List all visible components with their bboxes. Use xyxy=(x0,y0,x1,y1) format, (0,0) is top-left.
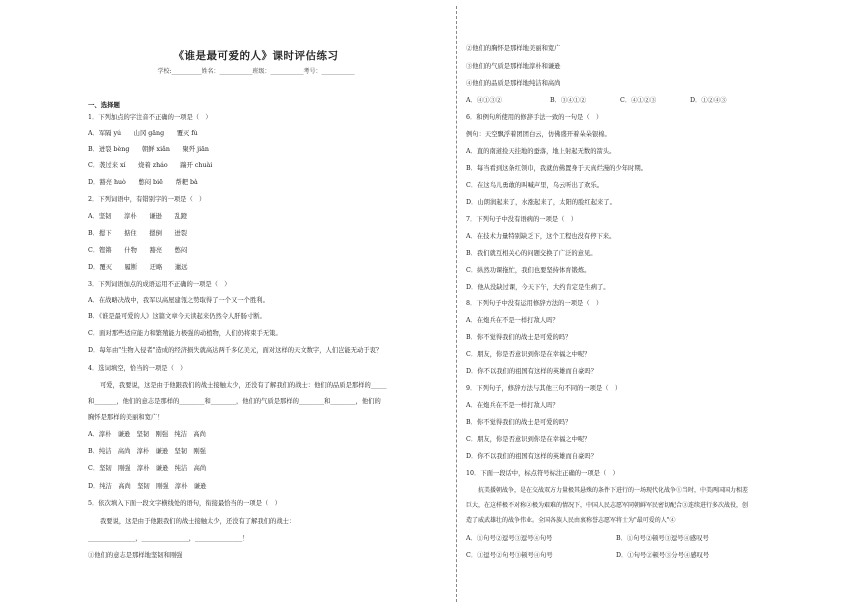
q7-stem: 7．下列句子中没有语病的一项是（ ） xyxy=(466,216,578,223)
q10-stem: 10．下面一段话中，标点符号标注正确的一项是（ ） xyxy=(466,470,619,477)
q10-option-b: B．①句号②顿号③逗号④感叹号 xyxy=(616,535,709,542)
q10-passage-line: 抗美援朝战争，是在交战双方力量极其悬殊的条件下进行的一场现代化战争①当时，中美两国国力相差 xyxy=(478,487,749,494)
q4-option-b: B．纯洁 高尚 淳朴 谦逊 坚韧 刚强 xyxy=(88,448,206,455)
q5-passage-line: 我要说，这是由于他跟我们的战士接触太少，还没有了解我们的战士： xyxy=(100,518,296,525)
section-heading: 一、选择题 xyxy=(88,101,120,109)
q3-option-b: B．《谁是最可爱的人》这篇文章今天读起来仍然令人肝肠寸断。 xyxy=(88,313,266,320)
q6-example: 例句：天空飘浮着团团白云，仿佛盛开着朵朵银棉。 xyxy=(466,131,611,138)
q9-option-d: D．你不以我们的祖国有这样的英雄而自豪吗？ xyxy=(466,453,597,460)
q8-option-d: D．你不以我们的祖国有这样的英雄而自豪吗？ xyxy=(466,368,597,375)
q9-option-c: C．朋友，你是否意识到你是在幸福之中呢？ xyxy=(466,436,591,443)
q2-option-b: B．摁下 掂住 摁倒 迸裂 xyxy=(88,230,188,237)
q3-option-d: D．每年由"生物入侵者"造成的经济损失就高达两千多亿美元，面对这样的天文数字，人们岂能无动于衷？ xyxy=(88,347,383,354)
q7-option-d: D．他从没缺过课，今天下午，大约肯定是生病了。 xyxy=(466,284,610,291)
q5-stem: 5．依次填入下面一段文字横线处的语句，衔接最恰当的一项是（ ） xyxy=(88,500,281,507)
q10-option-c: C．①逗号②句号③顿号④句号 xyxy=(466,552,553,559)
q4-passage-line: 和_______，他们的意志是那样的________和________，他们的气质是那样的________和________，他们的 xyxy=(88,398,381,405)
q2-stem: 2．下列词语中，有错别字的一项是（ ） xyxy=(88,196,206,203)
q3-option-a: A．在战略决战中，我军以高屋建瓴之势取得了一个又一个胜利。 xyxy=(88,297,269,304)
q8-option-b: B．你不觉得我们的战士是可爱的吗？ xyxy=(466,334,572,341)
q10-option-a: A．①句号②逗号③逗号④句号 xyxy=(466,535,553,542)
q6-option-a: A．直的南道捡天挂地的蚕落，地上射起无数的箭头。 xyxy=(466,148,616,155)
q7-option-c: C．纵然功课拖忙，我们也要坚持体育锻炼。 xyxy=(466,267,591,274)
q1-option-d: D．豁亮 huò 憋闷 biē 帮耙 bà xyxy=(88,179,198,186)
q1-stem: 1．下列加点的字注音不正确的一项是（ ） xyxy=(88,114,212,121)
q7-option-b: B．我们就互相关心的问题交换了广泛的意见。 xyxy=(466,250,597,257)
q5-blanks: _______________，_______________，_______________！ xyxy=(88,535,249,542)
q6-stem: 6．和例句所使用的修辞手法一致的一句是（ ） xyxy=(466,114,603,121)
q2-option-c: C．铿锵 什物 豁亮 憋闷 xyxy=(88,247,188,254)
q6-option-d: D．山朗润起来了，水涨起来了，太阳的脸红起来了。 xyxy=(466,199,616,206)
q3-stem: 3．下列词语加点的成语运用不正确的一项是（ ） xyxy=(88,281,231,288)
q1-option-a: A．军隔 yú 山冈 gāng 覆灭 fù xyxy=(88,130,198,137)
q5-sentence-1: ①他们的意志是那样地坚韧和刚强 xyxy=(88,552,183,559)
q10-option-d: D．①句号②顿号③分号④感叹号 xyxy=(616,552,710,559)
q5-choice-a: A．④①③② xyxy=(466,97,503,104)
q4-passage-line: 胸怀是那样的美丽和宽广！ xyxy=(88,414,164,421)
q1-option-b: B．迸裂 bèng 朝鲜 xiǎn 聚歼 jiān xyxy=(88,146,209,153)
q4-option-d: D．纯洁 高尚 坚韧 刚强 淳朴 谦逊 xyxy=(88,483,207,490)
q10-passage-line: 巨大，在这样极不对称②极为艰难的情况下，中国人民志愿军同朝鲜军民密切配合③连续进行多次战役，创 xyxy=(466,502,749,509)
q4-passage-line: 可爱，我要说，这是由于他跟我们的战士接触太少，还没有了解我们的战士：他们的品质是那样的_____ xyxy=(100,382,387,389)
q10-passage-line: 造了威武雄壮的战争伟业。全国各族人民由衷称誉志愿军将士为"最可爱的人"④ xyxy=(466,517,676,524)
q4-option-c: C．坚韧 刚强 淳朴 谦逊 纯洁 高尚 xyxy=(88,465,207,472)
q5-choice-c: C．④①②③ xyxy=(620,97,657,104)
q2-option-a: A．坚韧 淳朴 谦逊 乱蹬 xyxy=(88,213,188,220)
q5-sentence-3: ③他们的气质是那样地淳朴和谦逊 xyxy=(466,63,561,70)
q8-stem: 8．下列句子中没有运用修辞方法的一项是（ ） xyxy=(466,300,603,307)
q5-sentence-2: ②他们的胸怀是那样地美丽和宽广 xyxy=(466,45,561,52)
q5-choice-b: B．③④①② xyxy=(550,97,587,104)
q4-stem: 4．选词填空，恰当的一项是（ ） xyxy=(88,365,187,372)
q5-choice-d: D．①②④③ xyxy=(690,97,727,104)
q7-option-a: A．在技术力量特别缺乏下，这个工程也没有停下来。 xyxy=(466,233,616,240)
student-info-line: 学校:__________姓名：___________班级：___________考号：___________ xyxy=(157,68,355,75)
q5-sentence-4: ④他们的品质是那样地纯洁和高尚 xyxy=(466,80,561,87)
q8-option-a: A．在炮兵在不是一样打敌人吗？ xyxy=(466,317,559,324)
q6-option-c: C．在这鸟儿勇敢的叫喊声里，乌云听出了欢乐。 xyxy=(466,182,604,189)
column-divider xyxy=(456,6,457,602)
page-title: 《谁是最可爱的人》课时评估练习 xyxy=(173,50,339,62)
q2-option-d: D．覆灭 履断 迂略 邋远 xyxy=(88,264,188,271)
q6-option-b: B．每当看到这条红领巾，我就仿佛置身于天真烂漫的少年时期。 xyxy=(466,165,647,172)
q1-option-c: C．袭过来 xí 烧着 zháo 踹开 chuài xyxy=(88,162,213,169)
q8-option-c: C．朋友，你是否意识到你是在幸福之中呢？ xyxy=(466,351,591,358)
q9-option-a: A．在炮兵在不是一样打敌人吗？ xyxy=(466,402,559,409)
q9-option-b: B．你不觉得我们的战士是可爱的吗？ xyxy=(466,419,572,426)
q3-option-c: C．面对那些适应能力和繁殖能力极强的动植物，人们仍将束手无策。 xyxy=(88,330,282,337)
q4-option-a: A．淳朴 谦逊 坚韧 刚强 纯洁 高尚 xyxy=(88,431,206,438)
q9-stem: 9．下列句子，修辞方法与其他三句不同的一项是（ ） xyxy=(466,385,622,392)
